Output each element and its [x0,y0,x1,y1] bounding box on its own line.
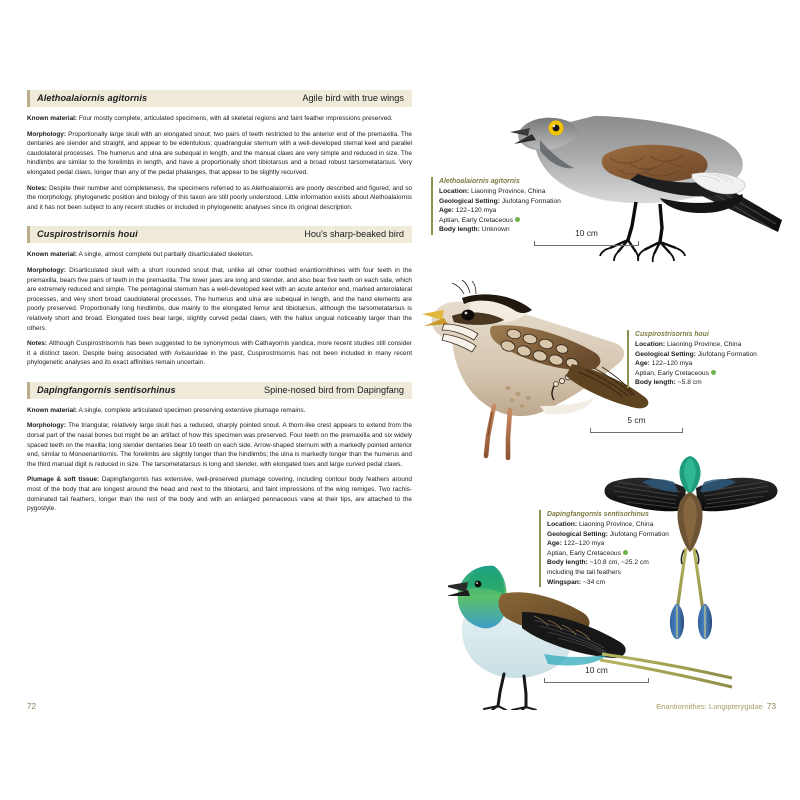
illustration-column [420,60,780,690]
info-body-length: Body length: ~10.8 cm, ~25.2 cm [547,559,649,567]
paragraph-text: A single, complete articulated specimen preserving extensive plumage remains. [77,406,306,414]
species-entry-cuspirostrisornis [27,226,412,368]
species-common-name: Hou's sharp-beaked bird [304,229,404,240]
page-number-right: 73 [766,702,776,711]
info-age: Age: 122–120 mya [547,540,605,548]
scale-bar-line [534,240,639,246]
paragraph-notes [27,339,412,368]
paragraph-text: The triangular, relatively large skull has a reduced, sharply pointed snout. A thorn-like crest appears to extend from the dorsal part of the nasal bones but might be an artifact of how this specimen was preserved. Four teeth on the premaxilla and six widely spaced teeth on the maxilla; long slender dentaries bear 10 teeth on each side. Arrow-shaped sternum with a markedly pointed anterior end, similar to Monoenantiornis. The forelimbs are slightly longer than the hindlimbs; the ulna is markedly longer than the humerus and the third manual digit is reduced in size. The tarsometatarsus is long and slender, with elongated toes and large curved pedal claws. [27,422,412,468]
paragraph-text: Disarticulated skull with a short rounded snout that, unlike all other toothed enantiornithines with four teeth in the premaxilla, bears five pairs of teeth in the premaxilla. The lower jaws are long and slender, and also bear five teeth on each side, which are extremely reduced and simple. The pentagonal sternum has a well-developed keel with an acute anterior end, marked anterolateral processes, and very short broad caudolateral processes. The humerus and ulna are subequal in length, and the hand elements are poorly preserved. Proportionally long hindlimbs, due mainly to the elongated femur and tibiotarsus, although the tarsometatarsus is relatively short and broad. Elongated toes bear large, slightly curved pedal claws, with the hallux ungual noticeably larger than the others. [27,266,412,332]
paragraph-label: Notes: [27,184,48,192]
info-stage: Aptian, Early Cretaceous [439,216,561,226]
species-scientific-name: Dapingfangornis sentisorhinus [37,384,176,395]
paragraph-text: Despite their number and completeness, the specimens referred to as Alethoalaiornis are poorly described and figured, and so the morphology, phylogenetic position and biology of this taxon are still poorly understood. Little information exists about Alethoalaiornis and it has not been subject to any recent studies or included in phylogenetic analyses since its original description. [27,184,412,211]
info-geological-setting: Geological Setting: Jiufotang Formation [439,197,561,205]
species-header [27,382,412,399]
info-body-length: Body length: ~5.8 cm [635,379,702,387]
info-location: Location: Liaoning Province, China [439,188,546,196]
info-stage: Aptian, Early Cretaceous [547,549,669,559]
paragraph-morphology [27,130,412,178]
paragraph-text: Although Cuspirostrisornis has been suggested to be synonymous with Cathayornis yandica, more recent studies still consider it a distinct taxon. Despite being associated with Avisauridae in the past, Cuspirostrisornis has not been included in many recent phylogenetic analyses and its exact affinities remain uncertain. [27,340,412,367]
species-scientific-name: Alethoalaiornis agitornis [37,93,148,103]
info-box-title: Cuspirostrisornis houi [635,331,709,338]
age-period-dot-icon [515,217,520,222]
paragraph-text: A single, almost complete but partially disarticulated skeleton. [77,251,254,259]
page-number-left: 72 [27,702,37,711]
paragraph-label: Known material: [27,115,78,122]
paragraph-known-material [27,406,412,416]
paragraph-known-material [27,114,412,124]
species-entry-alethoalaiornis [27,90,412,212]
info-box-cuspirostrisornis [627,330,757,388]
paragraph-label: Morphology: [27,422,66,430]
age-period-dot-icon [623,550,628,555]
paragraph-known-material [27,250,412,260]
paragraph-notes [27,184,412,213]
age-period-dot-icon [711,370,716,375]
scale-bar-label: 10 cm [575,228,598,238]
paragraph-label: Known material: [27,406,78,414]
paragraph-label: Morphology: [27,130,66,138]
info-geological-setting: Geological Setting: Jiufotang Formation [635,350,757,358]
scale-bar-label: 10 cm [585,665,608,675]
info-stage: Aptian, Early Cretaceous [635,369,757,379]
info-geological-setting: Geological Setting: Jiufotang Formation [547,530,669,538]
paragraph-morphology [27,421,412,469]
paragraph-morphology [27,266,412,333]
species-entry-dapingfangornis [27,382,412,514]
scale-bar-10cm-top [534,228,639,246]
text-column [27,90,412,528]
scale-bar-line [544,677,649,683]
species-common-name: Agile bird with true wings [302,93,404,103]
scale-bar-label: 5 cm [627,415,646,425]
scale-bar-line [590,427,683,433]
paragraph-label: Plumage & soft tissue: [27,476,100,484]
species-common-name: Spine-nosed bird from Dapingfang [264,384,404,395]
info-body-length-note: including the tail feathers [547,569,621,577]
info-location: Location: Liaoning Province, China [635,341,742,349]
paragraph-plumage [27,475,412,513]
info-body-length: Body length: Unknown [439,226,510,234]
info-box-alethoalaiornis [431,177,561,235]
info-location: Location: Liaoning Province, China [547,521,654,529]
running-head-text: Enantiornithes: Longipterygidae [656,702,763,711]
paragraph-text: Four mostly complete, articulated specimens, with all skeletal regions and faint feather impressions preserved. [77,115,393,122]
info-box-dapingfangornis [539,510,669,587]
info-box-title: Alethoalaiornis agitornis [439,178,520,185]
paragraph-text: Dapingfangornis has extensive, well-preserved plumage covering, including contour body feathers around most of the body that are longest around the head and next to the tibiotarsi, and faint impressions of the wing remiges. Two rachis-dominated tail feathers, longer than the rest of the body and with an enlarged pennaceous vane at their tips, are attached to the pygostyle. [27,476,412,513]
species-header [27,90,412,107]
paragraph-label: Morphology: [27,266,66,274]
species-header [27,226,412,243]
info-box-title: Dapingfangornis sentisorhinus [547,511,649,518]
scale-bar-10cm-bottom [544,665,649,683]
info-age: Age: 122–120 mya [635,360,693,368]
paragraph-label: Notes: [27,340,48,348]
running-head-right [656,702,776,711]
species-scientific-name: Cuspirostrisornis houi [37,229,138,240]
info-wingspan: Wingspan: ~34 cm [547,578,606,586]
info-age: Age: 122–120 mya [439,207,497,215]
paragraph-label: Known material: [27,251,78,259]
paragraph-text: Proportionally large skull with an elongated snout; two pairs of teeth restricted to the anterior end of the premaxilla. The dentaries are slender and straight, and appear to be edentulous; quadrangular sternum with a well-developed sternal keel and parallel caudolateral processes. The humerus and ulna are subequal in length, and the manual claws are very simple and reduced in size. The hindlimbs are similar to the forelimbs in length, and have a proportionally short tibiotarsus and a broad robust tarsometatarsus. Very elongated pedal claws, longer than any of the pedal phalanges, that appear to be slightly recurved. [27,130,412,176]
scale-bar-5cm [590,415,683,433]
